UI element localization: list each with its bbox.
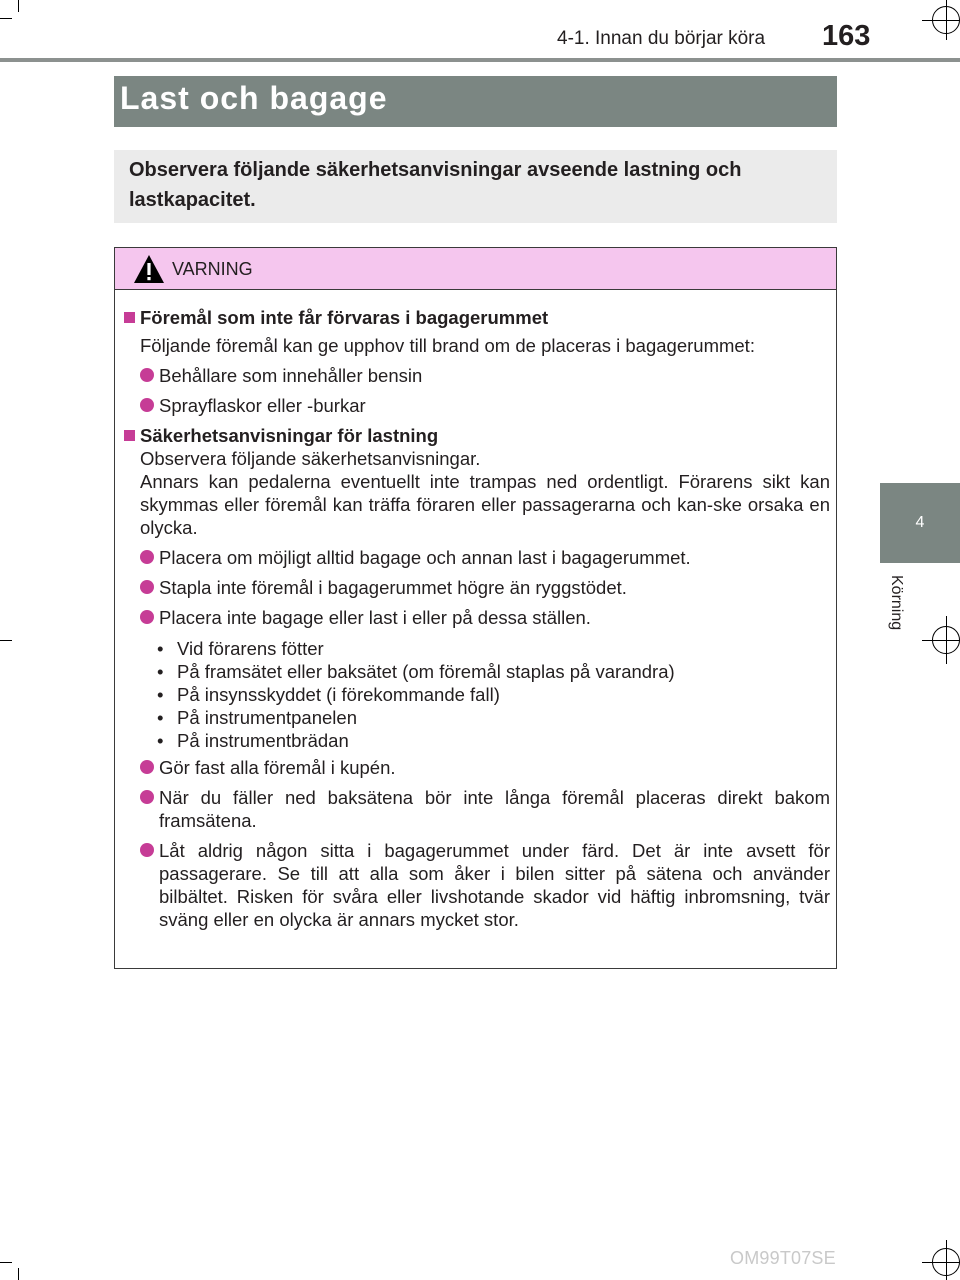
sub-bullet: • bbox=[157, 661, 164, 682]
section-heading bbox=[124, 306, 830, 329]
sub-bullet: • bbox=[157, 638, 164, 659]
warning-box bbox=[114, 247, 837, 969]
section-text: Följande föremål kan ge upphov till brand om de placeras i bagagerummet: bbox=[140, 335, 755, 356]
list-item-text: Behållare som innehåller bensin bbox=[159, 365, 423, 386]
list-item bbox=[124, 546, 830, 569]
registration-mark bbox=[922, 20, 960, 21]
crop-mark bbox=[18, 1268, 19, 1280]
list-item bbox=[124, 576, 830, 599]
footer-code: OM99T07SE bbox=[730, 1248, 836, 1268]
title-banner bbox=[114, 76, 837, 127]
sub-list-item bbox=[157, 637, 830, 660]
crop-mark bbox=[0, 18, 12, 19]
warning-body bbox=[124, 306, 830, 931]
intro-text: Observera följande säkerhetsanvisningar avseende lastning och lastkapacitet. bbox=[129, 159, 742, 211]
round-bullet-icon bbox=[140, 843, 154, 857]
section-title: Föremål som inte får förvaras i bagagerummet bbox=[140, 307, 549, 328]
list-item-text: Stapla inte föremål i bagagerummet högre än ryggstödet. bbox=[159, 577, 627, 598]
warning-triangle-icon bbox=[133, 254, 165, 284]
crop-mark bbox=[0, 1262, 12, 1263]
section-heading: 4-1. Innan du börjar köra bbox=[557, 28, 766, 49]
crop-mark bbox=[18, 0, 19, 12]
registration-mark bbox=[922, 640, 960, 641]
section-text: Observera följande säkerhetsanvisningar. bbox=[140, 448, 481, 469]
list-item-text: Låt aldrig någon sitta i bagagerummet under färd. Det är inte avsett för passagerare. Se till att alla som åker i bilen sitter på sätena och använder bilbältet. Risken för svåra eller livshotande skador vid häftig inbromsning, tvär sväng eller en olycka är annars mycket stor. bbox=[159, 840, 830, 930]
page-number: 163 bbox=[822, 20, 871, 52]
round-bullet-icon bbox=[140, 398, 154, 412]
sub-list-item bbox=[157, 683, 830, 706]
section-heading bbox=[124, 424, 830, 447]
sub-list-item-text: På insynsskyddet (i förekommande fall) bbox=[177, 684, 500, 705]
round-bullet-icon bbox=[140, 550, 154, 564]
round-bullet-icon bbox=[140, 610, 154, 624]
sub-list-item-text: På instrumentbrädan bbox=[177, 730, 349, 751]
sub-list-item bbox=[157, 729, 830, 752]
round-bullet-icon bbox=[140, 580, 154, 594]
section-text: Annars kan pedalerna eventuellt inte trampas ned ordentligt. Förarens sikt kan skymmas eller föremål kan träffa föraren eller passagerarna och kan-ske orsaka en olycka. bbox=[140, 471, 830, 538]
sub-list-item-text: På instrumentpanelen bbox=[177, 707, 357, 728]
list-item-text: Placera inte bagage eller last i eller på dessa ställen. bbox=[159, 607, 591, 628]
round-bullet-icon bbox=[140, 790, 154, 804]
sub-list-item-text: Vid förarens fötter bbox=[177, 638, 324, 659]
sub-bullet: • bbox=[157, 707, 164, 728]
registration-mark bbox=[922, 1262, 960, 1263]
list-item-text: När du fäller ned baksätena bör inte långa föremål placeras direkt bakom framsätena. bbox=[159, 787, 830, 831]
sub-bullet: • bbox=[157, 730, 164, 751]
registration-mark bbox=[946, 1240, 947, 1280]
registration-mark bbox=[946, 0, 947, 40]
registration-mark bbox=[946, 616, 947, 664]
sub-list-item bbox=[157, 660, 830, 683]
section-title: Säkerhetsanvisningar för lastning bbox=[140, 425, 439, 446]
round-bullet-icon bbox=[140, 368, 154, 382]
page-title: Last och bagage bbox=[120, 80, 388, 116]
square-bullet-icon bbox=[124, 312, 135, 323]
sub-list-item-text: På framsätet eller baksätet (om föremål staplas på varandra) bbox=[177, 661, 675, 682]
list-item bbox=[124, 606, 830, 629]
chapter-number: 4 bbox=[915, 514, 925, 531]
sub-list-item bbox=[157, 706, 830, 729]
list-item bbox=[124, 756, 830, 779]
list-item-text: Gör fast alla föremål i kupén. bbox=[159, 757, 396, 778]
list-item bbox=[124, 839, 830, 931]
chapter-label: Körning bbox=[888, 575, 905, 631]
list-item bbox=[124, 364, 830, 387]
round-bullet-icon bbox=[140, 760, 154, 774]
chapter-tab bbox=[880, 483, 960, 563]
warning-label: VARNING bbox=[172, 259, 253, 279]
square-bullet-icon bbox=[124, 430, 135, 441]
sub-list bbox=[124, 637, 830, 752]
list-item-text: Placera om möjligt alltid bagage och annan last i bagagerummet. bbox=[159, 547, 691, 568]
list-item bbox=[124, 786, 830, 832]
sub-bullet: • bbox=[157, 684, 164, 705]
header-rule bbox=[0, 58, 960, 62]
crop-mark bbox=[0, 640, 12, 641]
warning-header bbox=[115, 248, 836, 290]
list-item-text: Sprayflaskor eller -burkar bbox=[159, 395, 366, 416]
list-item bbox=[124, 394, 830, 417]
intro-box bbox=[114, 150, 837, 223]
